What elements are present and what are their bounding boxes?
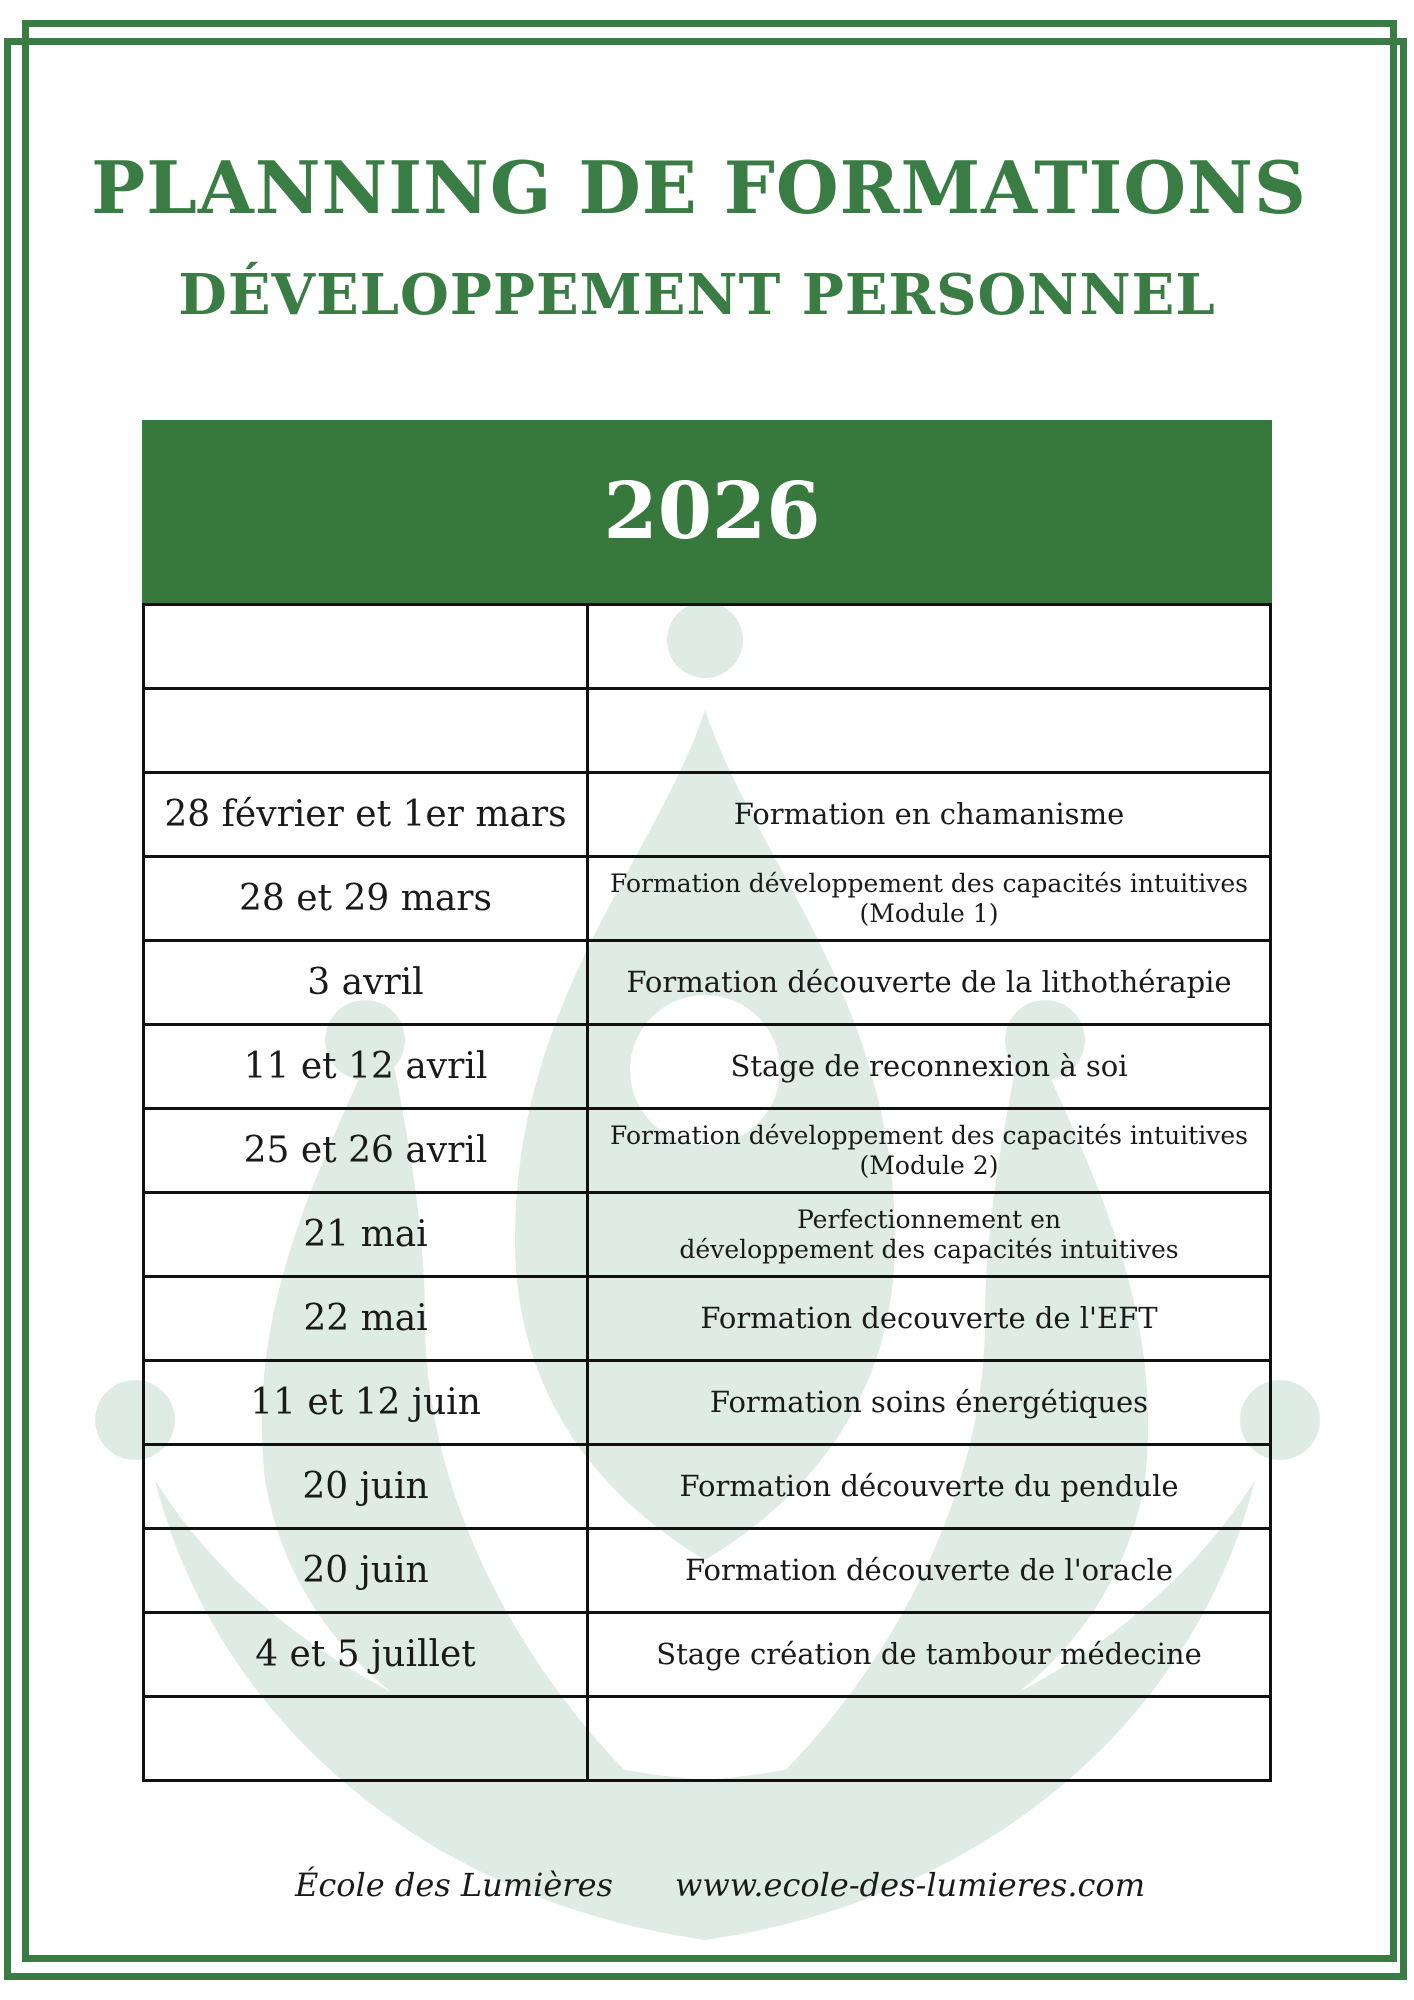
row-training-name: Formation développement des capacités intuitives (Module 2) <box>588 1109 1271 1193</box>
table-row <box>144 1025 1271 1109</box>
table-row <box>144 605 1271 689</box>
row-training-name <box>588 689 1271 773</box>
row-date: 3 avril <box>144 941 588 1025</box>
row-training-name: Stage création de tambour médecine <box>588 1613 1271 1697</box>
table-row <box>144 1445 1271 1529</box>
table-row <box>144 689 1271 773</box>
table-row <box>144 941 1271 1025</box>
website-link[interactable]: www.ecole-des-lumieres.com <box>675 1866 1146 1904</box>
row-date: 28 février et 1er mars <box>144 773 588 857</box>
row-training-name: Formation en chamanisme <box>588 773 1271 857</box>
table-row <box>144 1697 1271 1781</box>
row-date: 20 juin <box>144 1445 588 1529</box>
table-row <box>144 1361 1271 1445</box>
page-title: PLANNING DE FORMATIONS <box>91 145 1307 230</box>
page-subtitle: DÉVELOPPEMENT PERSONNEL <box>178 262 1216 328</box>
schedule-table-container <box>142 420 1272 1782</box>
row-training-name: Formation découverte du pendule <box>588 1445 1271 1529</box>
row-date: 11 et 12 juin <box>144 1361 588 1445</box>
row-training-name: Stage de reconnexion à soi <box>588 1025 1271 1109</box>
row-date <box>144 1697 588 1781</box>
row-date: 22 mai <box>144 1277 588 1361</box>
schedule-table <box>142 603 1272 1782</box>
row-training-name: Perfectionnement en développement des capacités intuitives <box>588 1193 1271 1277</box>
row-training-name: Formation decouverte de l'EFT <box>588 1277 1271 1361</box>
row-date: 25 et 26 avril <box>144 1109 588 1193</box>
row-training-name: Formation soins énergétiques <box>588 1361 1271 1445</box>
row-training-name <box>588 605 1271 689</box>
table-row <box>144 1193 1271 1277</box>
row-date: 4 et 5 juillet <box>144 1613 588 1697</box>
table-row <box>144 1613 1271 1697</box>
row-date: 21 mai <box>144 1193 588 1277</box>
table-row <box>144 857 1271 941</box>
school-name: École des Lumières <box>295 1866 613 1904</box>
row-training-name: Formation développement des capacités intuitives (Module 1) <box>588 857 1271 941</box>
table-row <box>144 1529 1271 1613</box>
table-row <box>144 1109 1271 1193</box>
row-date: 11 et 12 avril <box>144 1025 588 1109</box>
row-date <box>144 605 588 689</box>
table-row <box>144 773 1271 857</box>
row-training-name <box>588 1697 1271 1781</box>
year-header: 2026 <box>142 420 1272 603</box>
row-training-name: Formation découverte de la lithothérapie <box>588 941 1271 1025</box>
table-row <box>144 1277 1271 1361</box>
row-date <box>144 689 588 773</box>
row-date: 20 juin <box>144 1529 588 1613</box>
row-training-name: Formation découverte de l'oracle <box>588 1529 1271 1613</box>
row-date: 28 et 29 mars <box>144 857 588 941</box>
